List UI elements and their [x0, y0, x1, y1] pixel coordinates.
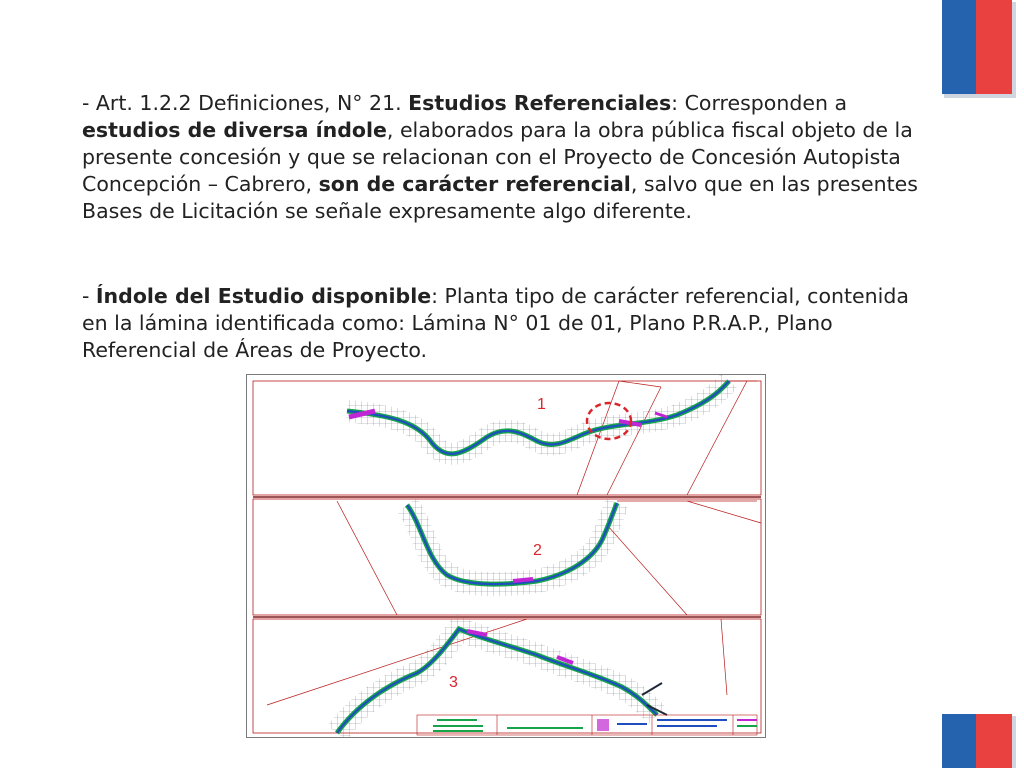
reference-plan-image	[246, 374, 766, 738]
route-segment-3	[337, 629, 667, 733]
paragraph-text: , salvo que en las presentes Bases de Licitación se señale expresamente algo diferente.	[82, 172, 918, 223]
route-segment-1	[347, 381, 729, 454]
definition-paragraph	[82, 90, 932, 225]
title-block	[417, 715, 757, 735]
bold-term: Estudios Referenciales	[408, 91, 672, 115]
section-label-3: 3	[449, 674, 458, 691]
paragraph-text: : Planta tipo de carácter referencial, contenida en la lámina identificada como: Lámina N° 01 de 01, Plano P.R.A.P., Plano Referencial de Áreas de Proyecto.	[82, 284, 909, 362]
bold-term: son de carácter referencial	[318, 172, 631, 196]
flag-accent-bottom	[942, 714, 1016, 768]
flag-accent-top	[942, 0, 1016, 98]
panel-frame-2	[253, 499, 761, 615]
plan-drawing	[247, 375, 767, 739]
bold-term: Índole del Estudio disponible	[95, 284, 432, 308]
study-paragraph	[82, 283, 932, 364]
bold-term: estudios de diversa índole	[82, 118, 387, 142]
section-label-1: 1	[537, 396, 546, 413]
paragraph-prefix: - Art. 1.2.2 Definiciones, N° 21.	[82, 91, 409, 115]
paragraph-text: , elaborados para la obra pública fiscal objeto de la presente concesión y que se relacionan con el Proyecto de Concesión Autopista Concepción – Cabrero,	[82, 118, 913, 196]
section-label-2: 2	[533, 542, 542, 559]
paragraph-prefix: -	[82, 284, 96, 308]
paragraph-text: : Corresponden a	[671, 91, 848, 115]
route-segment-2	[407, 503, 617, 584]
